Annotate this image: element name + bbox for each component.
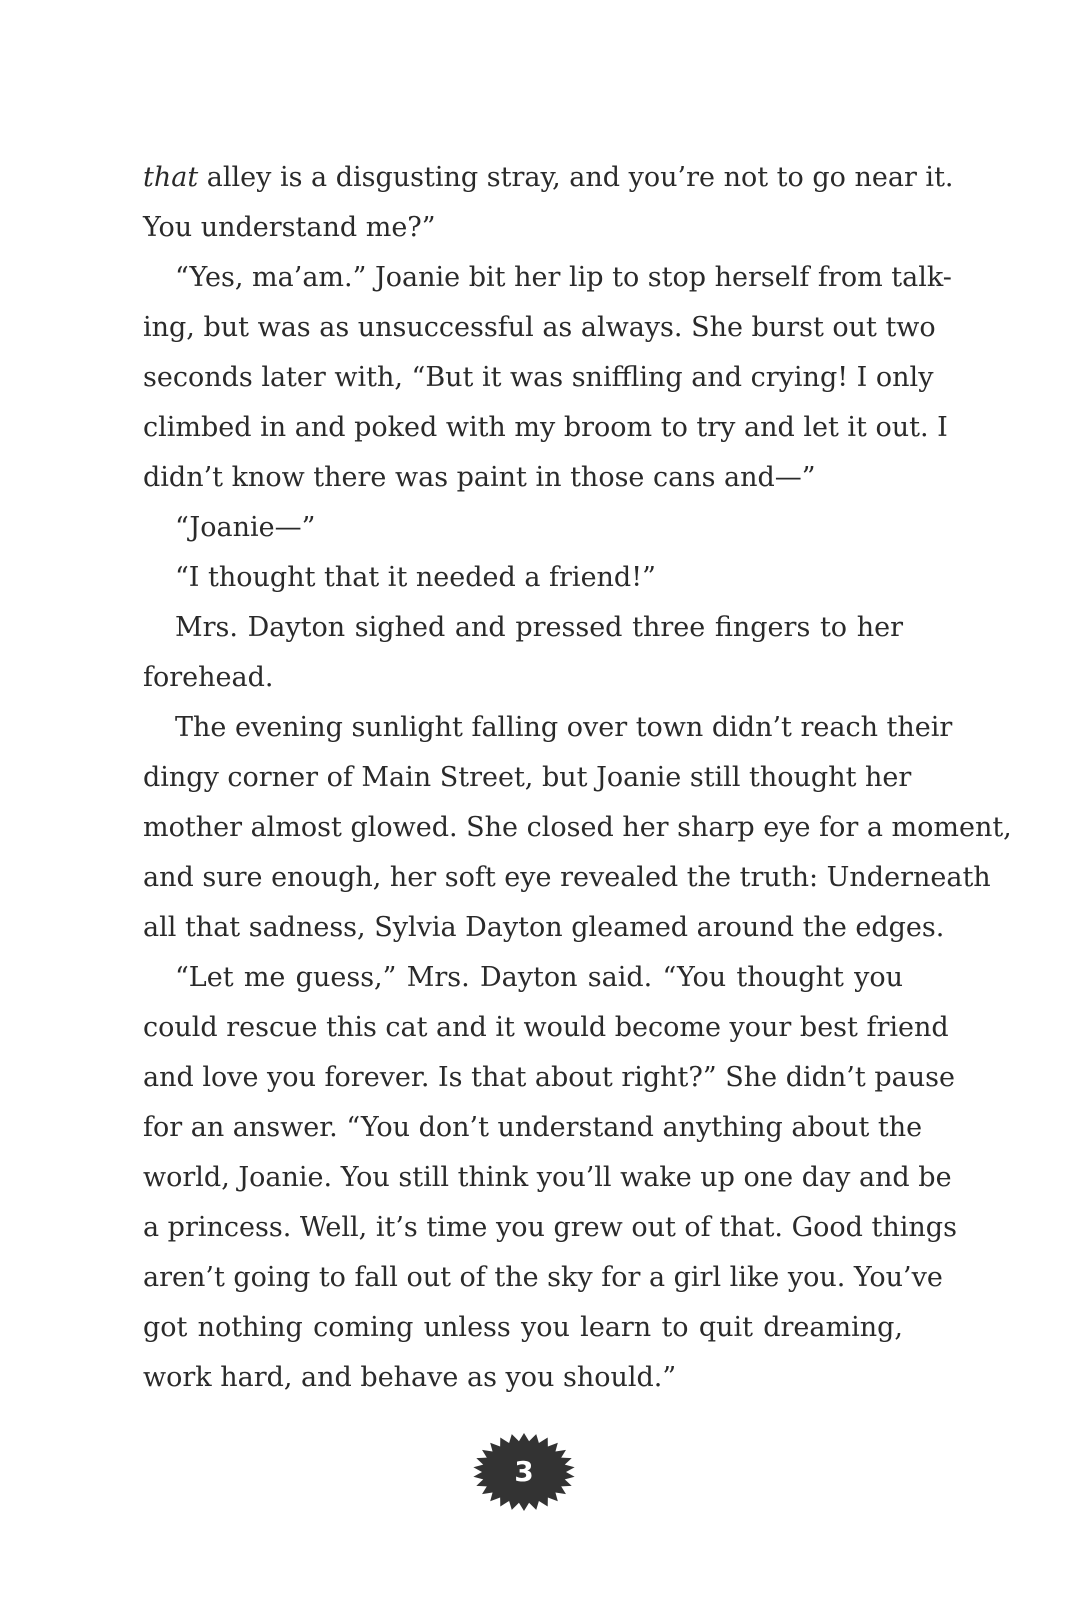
page-number: 3 xyxy=(514,1455,534,1488)
paragraph xyxy=(143,503,903,553)
text-line: all that sadness, Sylvia Dayton gleamed around the edges. xyxy=(143,912,945,943)
text-line: world, Joanie. You still think you’ll wake up one day and be xyxy=(143,1162,952,1193)
paragraph xyxy=(143,253,952,503)
page-number-badge xyxy=(472,1432,576,1512)
text-line: got nothing coming unless you learn to quit dreaming, xyxy=(143,1312,903,1343)
text-line: and love you forever. Is that about right?” She didn’t pause xyxy=(143,1062,955,1093)
line-text: alley is a disgusting stray, and you’re not to go near it. xyxy=(198,162,954,193)
text-line: didn’t know there was paint in those cans and—” xyxy=(143,462,816,493)
text-line: seconds later with, “But it was sniffling and crying! I only xyxy=(143,362,934,393)
text-line: “I thought that it needed a friend!” xyxy=(175,562,656,593)
paragraph xyxy=(143,553,903,603)
text-line: dingy corner of Main Street, but Joanie still thought her xyxy=(143,762,912,793)
page-body xyxy=(143,153,1012,1403)
text-line: “Yes, ma’am.” Joanie bit her lip to stop herself from talk- xyxy=(175,262,952,293)
text-line: and sure enough, her soft eye revealed the truth: Underneath xyxy=(143,862,991,893)
text-line: “Let me guess,” Mrs. Dayton said. “You thought you xyxy=(175,962,903,993)
paragraph xyxy=(143,953,957,1403)
text-line: Mrs. Dayton sighed and pressed three fingers to her xyxy=(175,612,903,643)
text-line: aren’t going to fall out of the sky for a girl like you. You’ve xyxy=(143,1262,943,1293)
text-line: forehead. xyxy=(143,662,274,693)
text-line: climbed in and poked with my broom to try and let it out. I xyxy=(143,412,948,443)
text-line: a princess. Well, it’s time you grew out of that. Good things xyxy=(143,1212,957,1243)
paragraph xyxy=(143,153,954,253)
paragraph xyxy=(143,603,903,703)
text-line: could rescue this cat and it would become your best friend xyxy=(143,1012,949,1043)
text-line: “Joanie—” xyxy=(175,512,316,543)
paragraph xyxy=(143,703,1012,953)
text-line: ing, but was as unsuccessful as always. She burst out two xyxy=(143,312,936,343)
text-line: You understand me?” xyxy=(143,212,436,243)
text-line: work hard, and behave as you should.” xyxy=(143,1362,677,1393)
text-line: The evening sunlight falling over town didn’t reach their xyxy=(175,712,953,743)
text-line xyxy=(143,153,954,203)
emphasized-word: that xyxy=(143,162,199,193)
text-line: mother almost glowed. She closed her sharp eye for a moment, xyxy=(143,812,1012,843)
text-line: for an answer. “You don’t understand anything about the xyxy=(143,1112,923,1143)
